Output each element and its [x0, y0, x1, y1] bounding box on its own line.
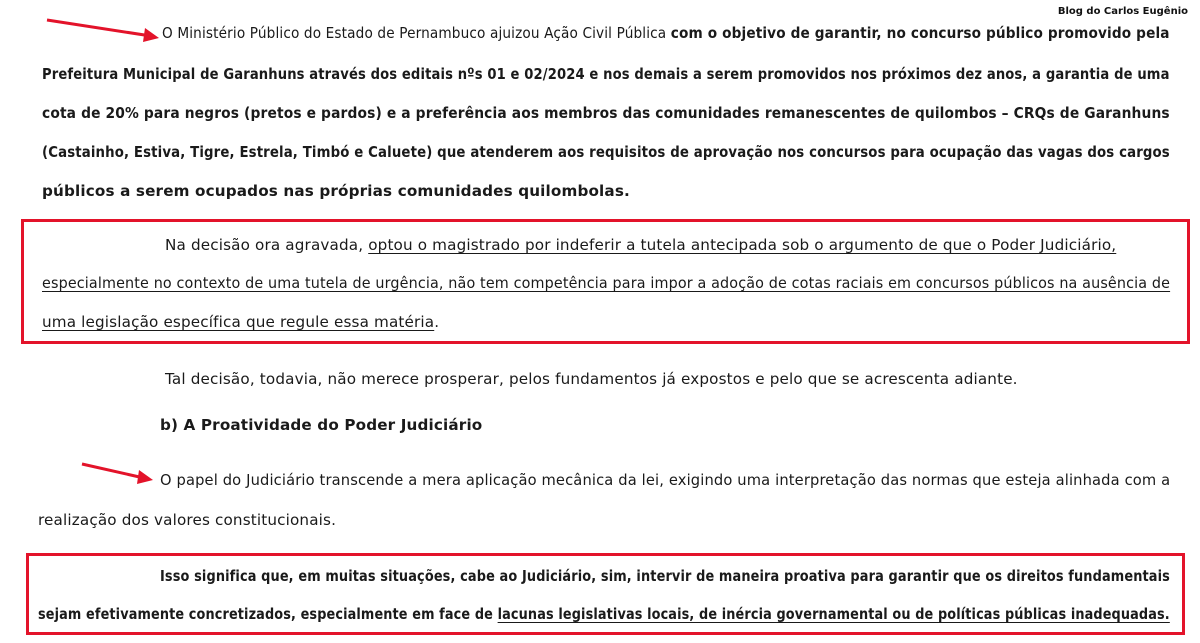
- paragraph-1-line-3: cota de 20% para negros (pretos e pardos) e a preferência aos membros das comunidades remanescentes de quilombos – CRQs de Garanhuns: [42, 104, 1170, 122]
- paragraph-1-line-4: (Castainho, Estiva, Tigre, Estrela, Timbó e Caluete) que atenderem aos requisitos de aprovação nos concursos para ocupação das vagas dos cargos: [42, 143, 1170, 161]
- paragraph-2-line-1: [165, 236, 1116, 254]
- paragraph-5-line-2-underlined: lacunas legislativas locais, de inércia governamental ou de políticas públicas inadequadas.: [497, 605, 1170, 623]
- paragraph-2-line-3-underlined: uma legislação específica que regule essa matéria: [42, 313, 435, 331]
- watermark: Blog do Carlos Eugênio: [1057, 6, 1188, 17]
- red-arrow-icon: [80, 461, 160, 491]
- paragraph-2-line-3-end: .: [434, 313, 440, 331]
- paragraph-4-line-1: O papel do Judiciário transcende a mera aplicação mecânica da lei, exigindo uma interpretação das normas que esteja alinhada com a: [160, 471, 1171, 489]
- paragraph-2-line-2: especialmente no contexto de uma tutela de urgência, não tem competência para impor a adoção de cotas raciais em concursos públicos na ausência de: [42, 274, 1171, 292]
- paragraph-1-line-1-bold: com o objetivo de garantir, no concurso público promovido pela: [670, 24, 1170, 42]
- paragraph-1-line-1: [162, 24, 1170, 42]
- paragraph-5-line-1: Isso significa que, em muitas situações, cabe ao Judiciário, sim, intervir de maneira proativa para garantir que os direitos fundamentais: [160, 567, 1170, 585]
- red-arrow-icon: [45, 14, 165, 44]
- paragraph-1-line-2: Prefeitura Municipal de Garanhuns através dos editais nºs 01 e 02/2024 e nos demais a serem promovidos nos próximos dez anos, a garantia de uma: [42, 65, 1170, 83]
- section-heading: b) A Proatividade do Poder Judiciário: [160, 416, 483, 434]
- paragraph-2-line-3: [42, 313, 439, 331]
- paragraph-5-line-2: [38, 605, 1170, 623]
- paragraph-1-line-1-normal: O Ministério Público do Estado de Pernambuco ajuizou Ação Civil Pública: [162, 24, 671, 42]
- paragraph-5-line-2-normal: sejam efetivamente concretizados, especialmente em face de: [38, 605, 498, 623]
- paragraph-2-line-1-underlined: optou o magistrado por indeferir a tutela antecipada sob o argumento de que o Poder Judiciário,: [368, 236, 1117, 254]
- paragraph-3: Tal decisão, todavia, não merece prosperar, pelos fundamentos já expostos e pelo que se acrescenta adiante.: [165, 370, 1018, 388]
- paragraph-4-line-2: realização dos valores constitucionais.: [38, 511, 337, 529]
- paragraph-1-line-5: públicos a serem ocupados nas próprias comunidades quilombolas.: [42, 182, 630, 200]
- paragraph-2-line-1-normal: Na decisão ora agravada,: [165, 236, 369, 254]
